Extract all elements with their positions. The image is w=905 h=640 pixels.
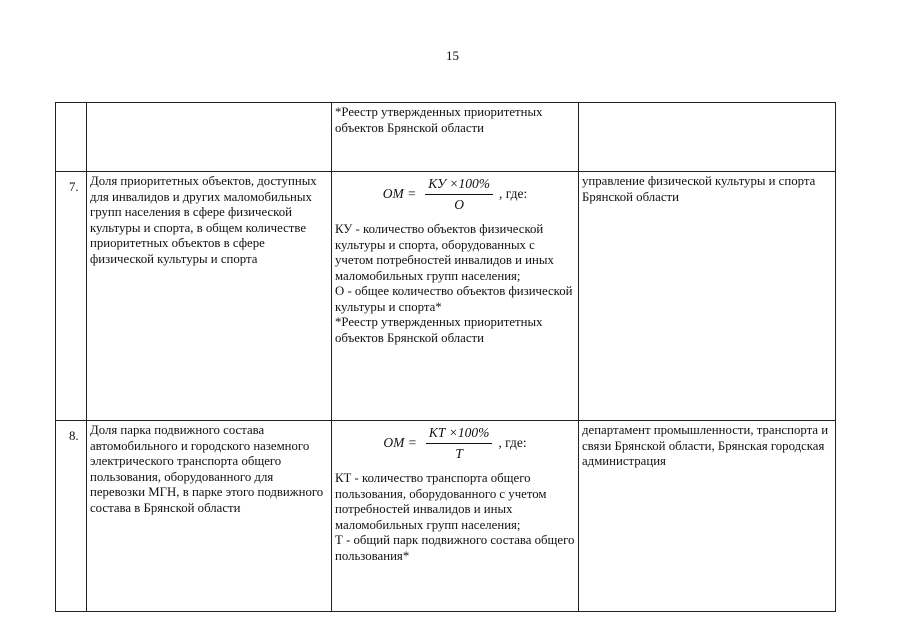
definition-1: КТ - количество транспорта общего пользования, оборудованного с учетом потребностей инвалидов и иных маломобильных групп населения; (335, 471, 547, 532)
row-number: 7. (69, 180, 79, 194)
definition-1: КУ - количество объектов физической культуры и спорта, оборудованных с учетом потребностей инвалидов и иных маломобильных групп населения; (335, 222, 554, 283)
formula (335, 176, 575, 212)
method-cell (332, 421, 579, 612)
responsible-cell (579, 103, 836, 172)
responsible-cell (579, 172, 836, 421)
responsible-body: управление физической культуры и спорта Брянской области (582, 174, 816, 204)
definition-2: О - общее количество объектов физической культуры и спорта* (335, 284, 573, 314)
definition-2: Т - общий парк подвижного состава общего пользования* (335, 533, 575, 563)
table-row (56, 421, 836, 612)
table-row (56, 172, 836, 421)
formula-lhs: ОМ = (382, 186, 417, 202)
row-number-cell (56, 421, 87, 612)
method-cell (332, 172, 579, 421)
formula-numerator: КУ ×100% (425, 176, 493, 195)
formula-fraction (426, 425, 492, 461)
responsible-body: департамент промышленности, транспорта и связи Брянской области, Брянская городская администрация (582, 423, 829, 468)
method-note: *Реестр утвержденных приоритетных объектов Брянской области (335, 315, 543, 345)
formula-lhs: ОМ = (383, 435, 417, 451)
row-number: 8. (69, 429, 79, 443)
indicator-name-cell (87, 172, 332, 421)
table-row (56, 103, 836, 172)
indicator-name: Доля парка подвижного состава автомобильного и городского наземного электрического транспорта общего пользования, оборудованного для перевозки МГН, в парке этого подвижного состава в Брянской области (90, 423, 324, 515)
row-number-cell (56, 172, 87, 421)
formula (335, 425, 575, 461)
indicator-name: Доля приоритетных объектов, доступных для инвалидов и других маломобильных групп населения в сфере физической культуры и спорта, в общем количестве приоритетных объектов в сфере физической культуры и спорта (90, 174, 317, 266)
formula-tail: , где: (498, 435, 527, 451)
page-number: 15 (446, 48, 459, 63)
method-note: *Реестр утвержденных приоритетных объектов Брянской области (335, 105, 543, 135)
formula-numerator: КТ ×100% (426, 425, 492, 444)
indicators-table (55, 102, 836, 612)
indicator-name-cell (87, 103, 332, 172)
formula-denominator: Т (455, 445, 463, 461)
row-number-cell (56, 103, 87, 172)
responsible-cell (579, 421, 836, 612)
formula-tail: , где: (499, 186, 528, 202)
formula-fraction (425, 176, 493, 212)
indicator-name-cell (87, 421, 332, 612)
formula-denominator: О (454, 196, 464, 212)
method-cell (332, 103, 579, 172)
